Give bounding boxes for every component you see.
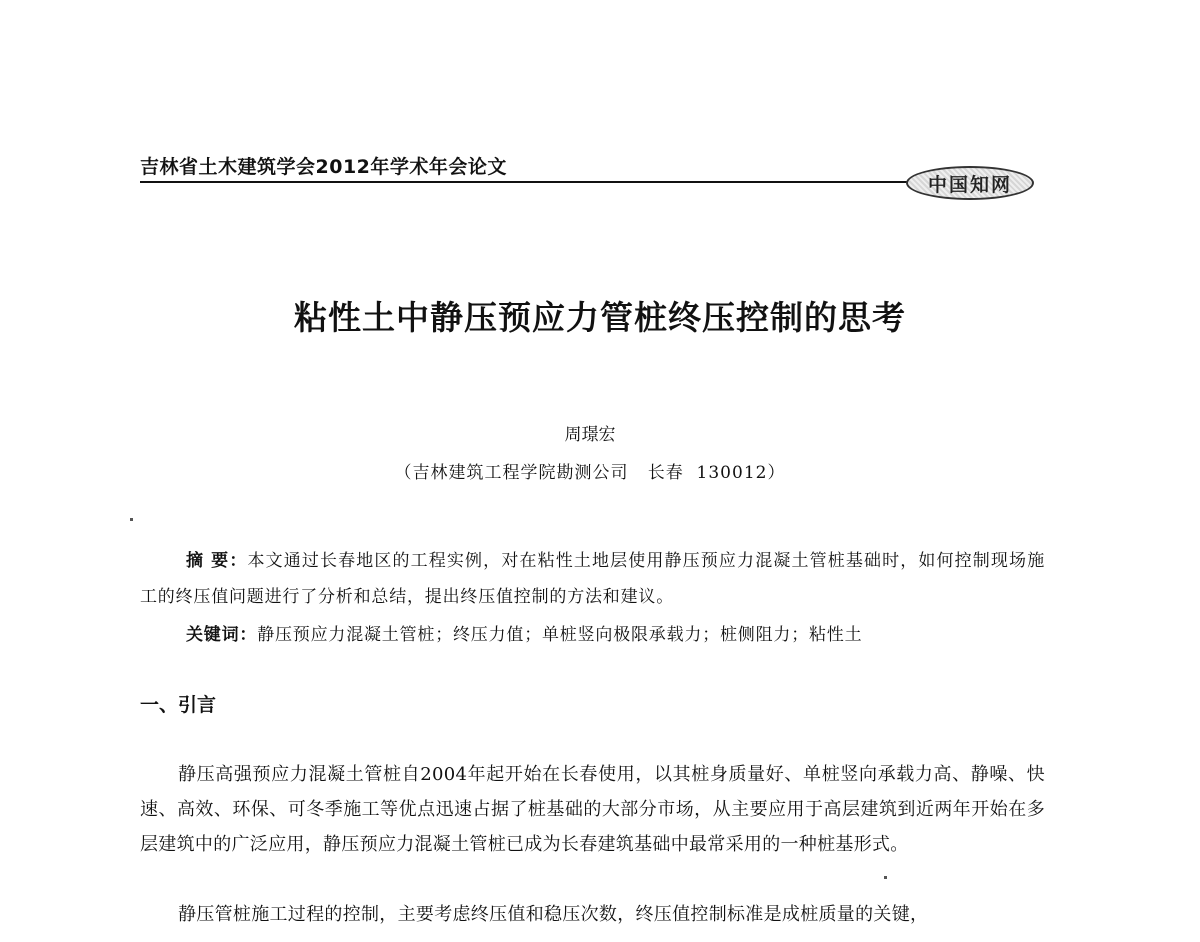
- body-paragraph: 静压高强预应力混凝土管桩自2004年起开始在长春使用，以其桩身质量好、单桩竖向承载力高、静噪、快速、高效、环保、可冬季施工等优点迅速占据了桩基础的大部分市场，从主要应用于高层建筑到近两年开始在多层建筑中的广泛应用，静压预应力混凝土管桩已成为长春建筑基础中最常采用的一种桩基形式。: [140, 764, 1045, 855]
- author-name: 周璟宏: [564, 425, 616, 445]
- scan-speck: [130, 518, 133, 521]
- seal-text: 中国知网: [927, 173, 1012, 196]
- keywords-text: 静压预应力混凝土管桩；终压力值；单桩竖向极限承载力；桩侧阻力；粘性土: [257, 625, 863, 645]
- body-paragraph: 静压管桩施工过程的控制，主要考虑终压值和稳压次数，终压值控制标准是成桩质量的关键，: [178, 904, 929, 925]
- abstract-label: 摘 要：: [186, 551, 248, 571]
- author-affiliation: （吉林建筑工程学院勘测公司 长春 130012）: [394, 463, 786, 483]
- keywords-label: 关键词：: [186, 625, 258, 645]
- abstract: [140, 543, 1045, 615]
- header-rule: [140, 181, 916, 183]
- keywords: [186, 617, 1046, 653]
- cnki-seal: [906, 166, 1034, 200]
- running-header: 吉林省土木建筑学会2012年学术年会论文: [140, 156, 507, 178]
- paper-title: 粘性土中静压预应力管桩终压控制的思考: [294, 298, 906, 337]
- abstract-text: 本文通过长春地区的工程实例，对在粘性土地层使用静压预应力混凝土管桩基础时，如何控制现场施工的终压值问题进行了分析和总结，提出终压值控制的方法和建议。: [140, 551, 1045, 607]
- scan-speck: [884, 876, 887, 879]
- section-heading: 一、引言: [140, 694, 217, 716]
